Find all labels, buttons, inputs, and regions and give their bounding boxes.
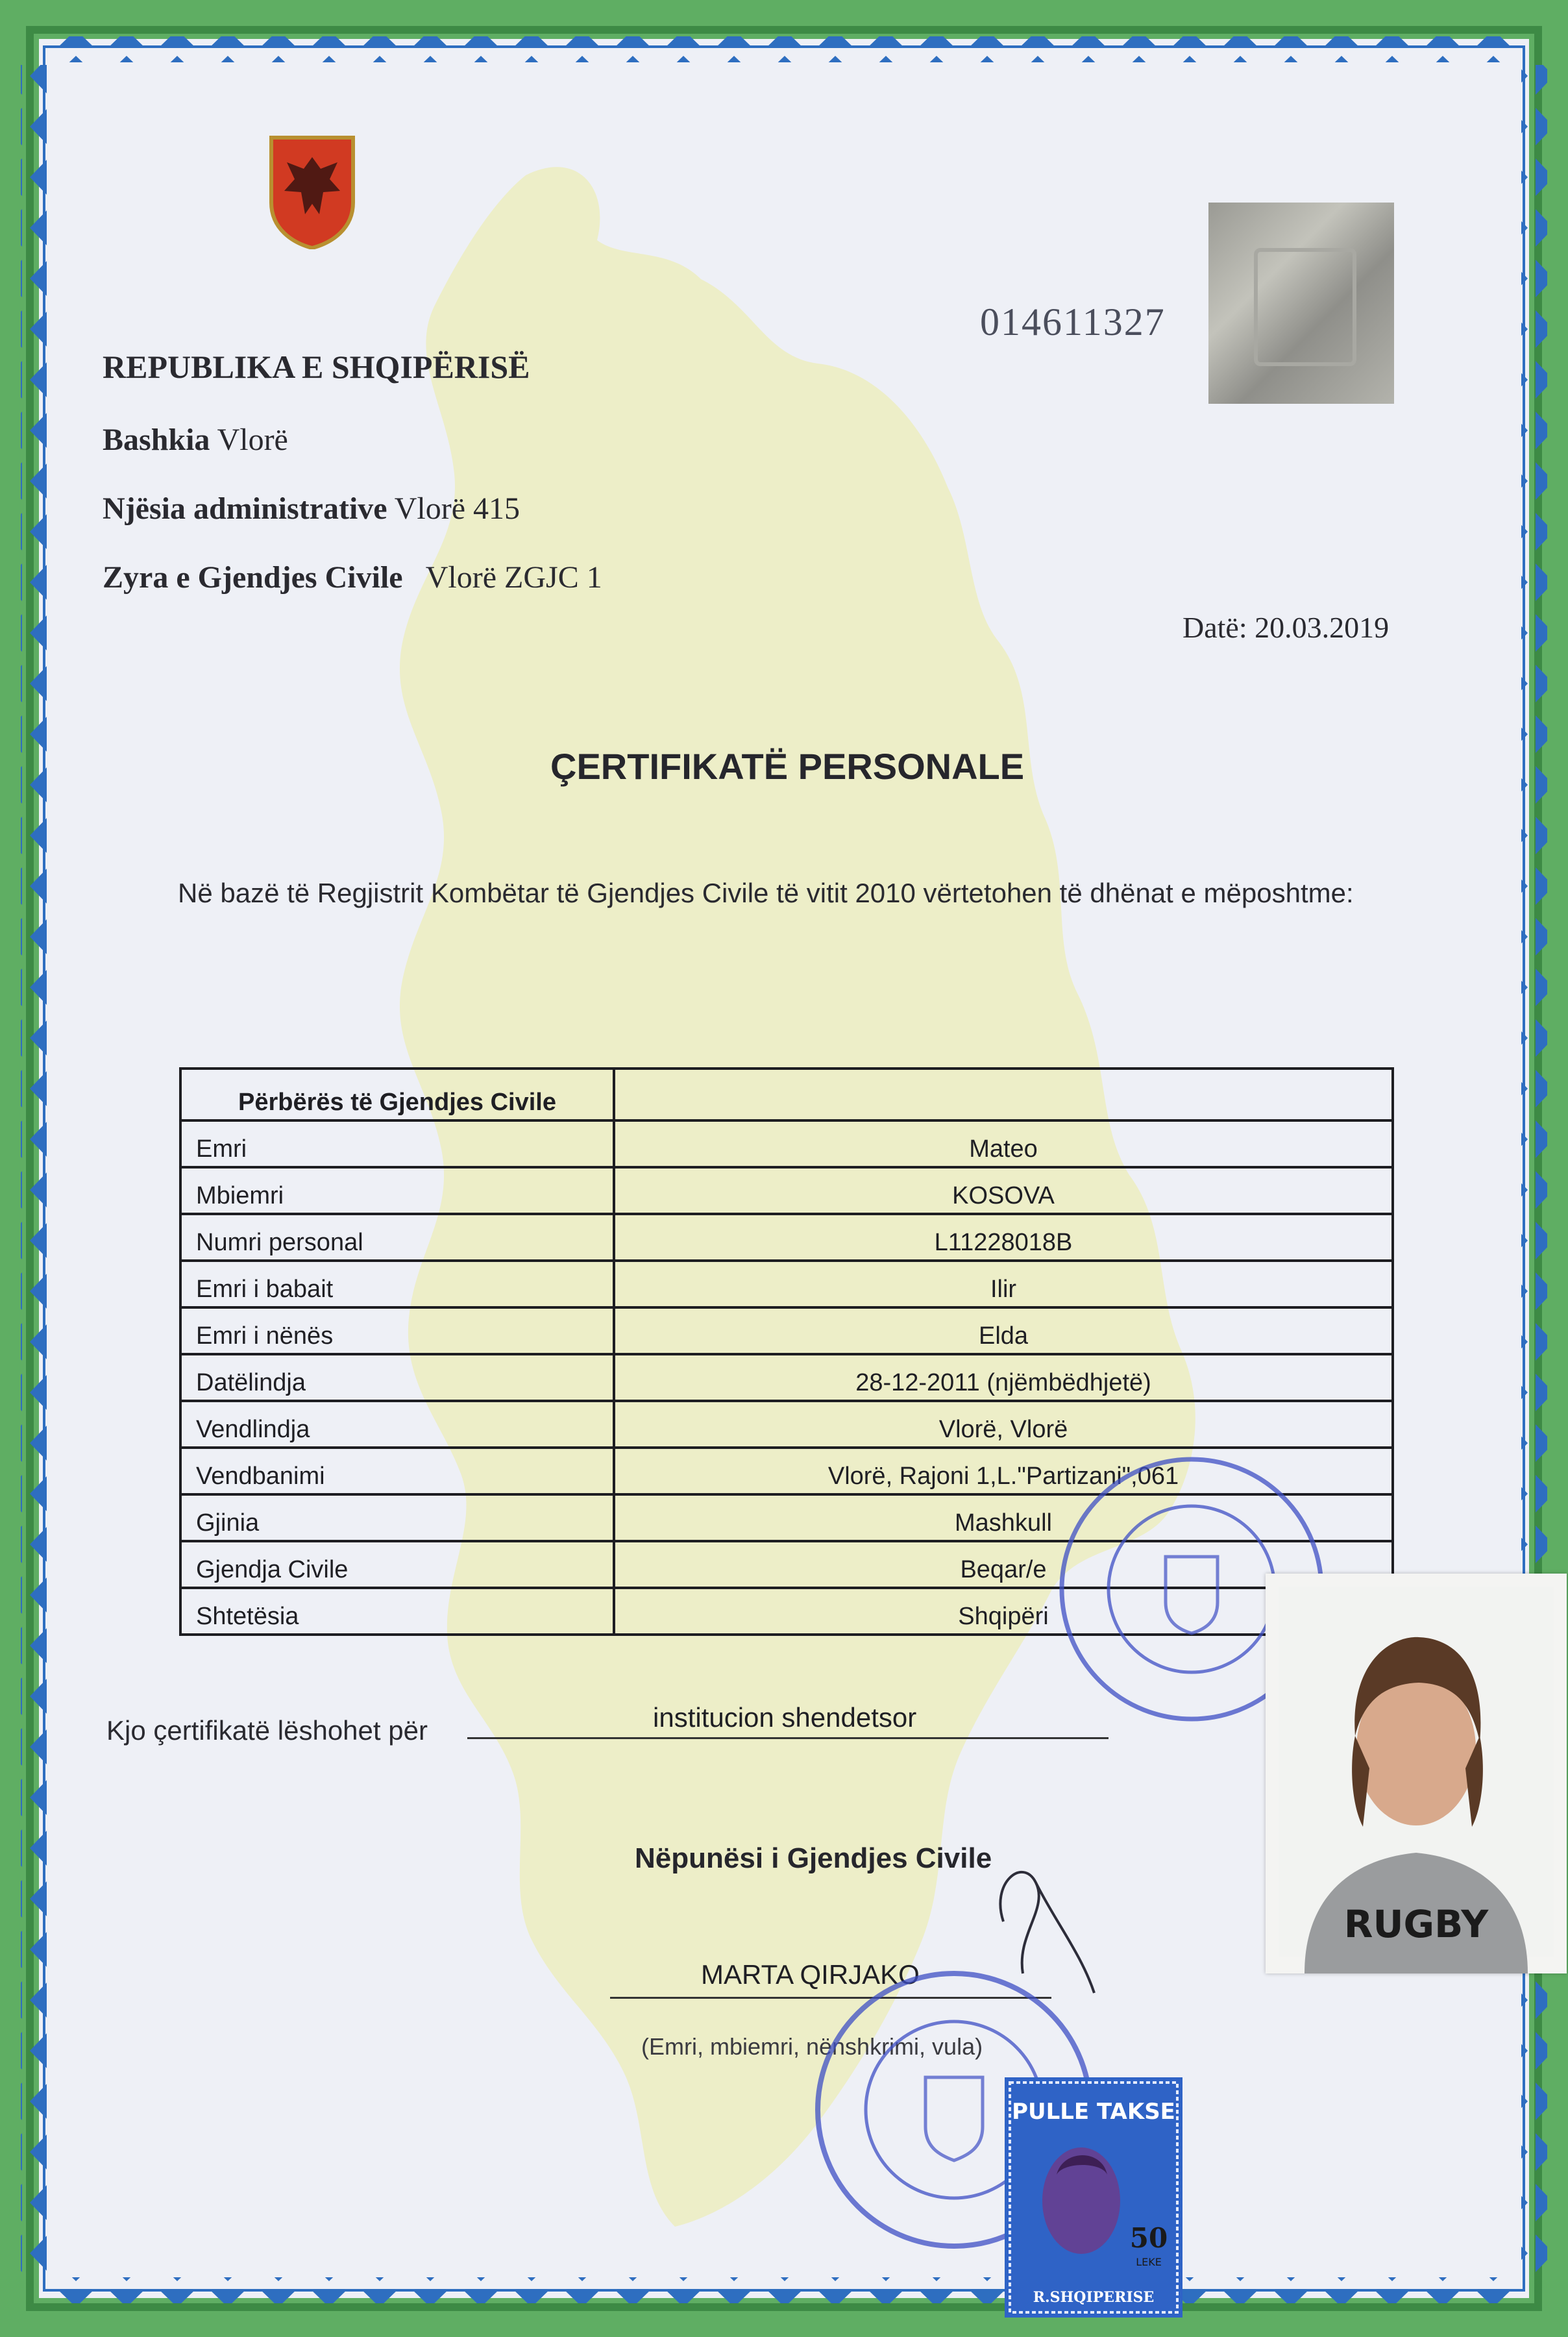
municipality-label: Bashkia [103, 423, 210, 457]
row-label: Datëlindja [180, 1354, 614, 1401]
intro-text: Në bazë të Regjistrit Kombëtar të Gjendjes Civile të vitit 2010 vërtetohen të dhënat e mëposhtme: [178, 878, 1354, 908]
row-value: Beqar/e [614, 1541, 1393, 1588]
row-value: Mateo [614, 1120, 1393, 1167]
issued-for-underline [467, 1737, 1109, 1739]
civil-office-line [103, 560, 602, 595]
row-value: Mashkull [614, 1494, 1393, 1541]
officer-caption: (Emri, mbiemri, nënshkrimi, vula) [641, 2033, 983, 2060]
tax-stamp [1005, 2077, 1182, 2318]
row-value: Ilir [614, 1261, 1393, 1307]
row-label: Vendbanimi [180, 1448, 614, 1494]
row-value: L11228018B [614, 1214, 1393, 1261]
security-hologram [1208, 203, 1394, 404]
table-row [180, 1354, 1393, 1401]
row-label: Numri personal [180, 1214, 614, 1261]
tax-stamp-bottom: R.SHQIPERISE [1033, 2289, 1155, 2306]
row-value: Elda [614, 1307, 1393, 1354]
serial-number: 014611327 [980, 301, 1166, 343]
tax-stamp-top: PULLE TAKSE [1012, 2099, 1175, 2125]
table-row [180, 1167, 1393, 1214]
row-label: Emri i babait [180, 1261, 614, 1307]
issued-for-label: Kjo çertifikatë lëshohet për [106, 1715, 428, 1746]
table-header-empty [614, 1069, 1393, 1120]
row-label: Shtetësia [180, 1588, 614, 1635]
republic-heading: REPUBLIKA E SHQIPËRISË [103, 349, 530, 385]
officer-name: MARTA QIRJAKO [701, 1959, 920, 1990]
officer-title: Nëpunësi i Gjendjes Civile [635, 1842, 992, 1874]
table-row [180, 1120, 1393, 1167]
civil-office-value: Vlorë ZGJC 1 [425, 560, 602, 595]
tax-stamp-artwork [1005, 2077, 1182, 2318]
row-value: 28-12-2011 (njëmbëdhjetë) [614, 1354, 1393, 1401]
row-label: Mbiemri [180, 1167, 614, 1214]
table-row [180, 1261, 1393, 1307]
table-header-cell: Përbërës të Gjendjes Civile [180, 1069, 614, 1120]
admin-unit-label: Njësia administrative [103, 491, 387, 526]
row-label: Gjinia [180, 1494, 614, 1541]
row-value: KOSOVA [614, 1167, 1393, 1214]
civil-office-label: Zyra e Gjendjes Civile [103, 560, 403, 595]
municipality-value: Vlorë [217, 423, 288, 457]
row-label: Emri [180, 1120, 614, 1167]
table-header-row [180, 1069, 1393, 1120]
row-label: Gjendja Civile [180, 1541, 614, 1588]
table-row [180, 1214, 1393, 1261]
shirt-text: RUGBY [1343, 1902, 1489, 1946]
row-label: Vendlindja [180, 1401, 614, 1448]
certificate-title: ÇERTIFIKATË PERSONALE [550, 746, 1025, 787]
municipality-line [103, 422, 288, 458]
admin-unit-value: Vlorë 415 [394, 491, 521, 526]
issue-date: Datë: 20.03.2019 [1182, 611, 1390, 644]
row-value: Vlorë, Vlorë [614, 1401, 1393, 1448]
admin-unit-line [103, 491, 520, 526]
child-portrait [1266, 1574, 1567, 1973]
tax-stamp-currency: LEKE [1136, 2256, 1162, 2268]
row-value: Vlorë, Rajoni 1,L."Partizani",061 [614, 1448, 1393, 1494]
row-value: Shqipëri [614, 1588, 1393, 1635]
albanian-coat-of-arms-icon [267, 131, 357, 249]
tax-stamp-amount: 50 [1129, 2222, 1168, 2254]
issued-for-value: institucion shendetsor [653, 1702, 917, 1733]
row-label: Emri i nënës [180, 1307, 614, 1354]
holder-photo [1266, 1574, 1567, 1973]
table-row [180, 1307, 1393, 1354]
